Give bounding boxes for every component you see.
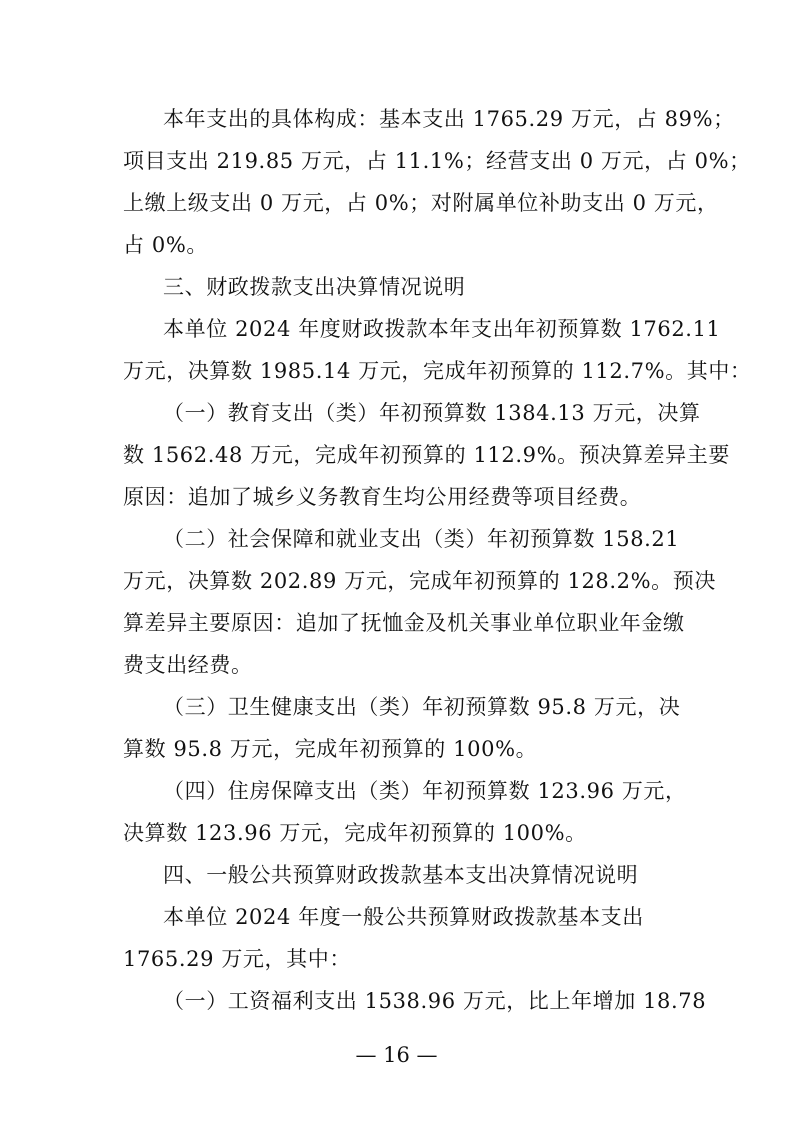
paragraph-line: 决算数 123.96 万元，完成年初预算的 100%。 xyxy=(123,821,587,845)
paragraph-line: （四）住房保障支出（类）年初预算数 123.96 万元， xyxy=(163,779,687,803)
paragraph-line: （二）社会保障和就业支出（类）年初预算数 158.21 xyxy=(163,527,680,551)
paragraph-line: 算数 95.8 万元，完成年初预算的 100%。 xyxy=(123,737,538,761)
paragraph-line: 算差异主要原因：追加了抚恤金及机关事业单位职业年金缴 xyxy=(123,611,685,635)
paragraph-line: 1765.29 万元，其中： xyxy=(123,947,351,971)
section-heading: 四、一般公共预算财政拨款基本支出决算情况说明 xyxy=(163,863,639,887)
paragraph-line: 数 1562.48 万元，完成年初预算的 112.9%。预决算差异主要 xyxy=(123,443,730,467)
paragraph-line: （一）工资福利支出 1538.96 万元，比上年增加 18.78 xyxy=(163,989,707,1013)
paragraph-line: 原因：追加了城乡义务教育生均公用经费等项目经费。 xyxy=(123,485,642,509)
page-number: — 16 — xyxy=(355,1043,438,1067)
paragraph-line: 项目支出 219.85 万元，占 11.1%；经营支出 0 万元，占 0%； xyxy=(123,149,751,173)
paragraph-line: 万元，决算数 202.89 万元，完成年初预算的 128.2%。预决 xyxy=(123,569,716,593)
paragraph-line: 本单位 2024 年度一般公共预算财政拨款基本支出 xyxy=(163,905,644,929)
paragraph-line: 上缴上级支出 0 万元，占 0%；对附属单位补助支出 0 万元， xyxy=(123,191,719,215)
paragraph-line: 占 0%。 xyxy=(123,233,208,257)
paragraph-line: 万元，决算数 1985.14 万元，完成年初预算的 112.7%。其中： xyxy=(123,359,752,383)
paragraph-line: （一）教育支出（类）年初预算数 1384.13 万元，决算 xyxy=(163,401,701,425)
paragraph-line: （三）卫生健康支出（类）年初预算数 95.8 万元，决 xyxy=(163,695,681,719)
paragraph-line: 本单位 2024 年度财政拨款本年支出年初预算数 1762.11 xyxy=(163,317,721,341)
section-heading: 三、财政拨款支出决算情况说明 xyxy=(163,275,466,299)
paragraph-line: 费支出经费。 xyxy=(123,653,253,677)
paragraph-line: 本年支出的具体构成：基本支出 1765.29 万元，占 89%； xyxy=(163,107,735,131)
